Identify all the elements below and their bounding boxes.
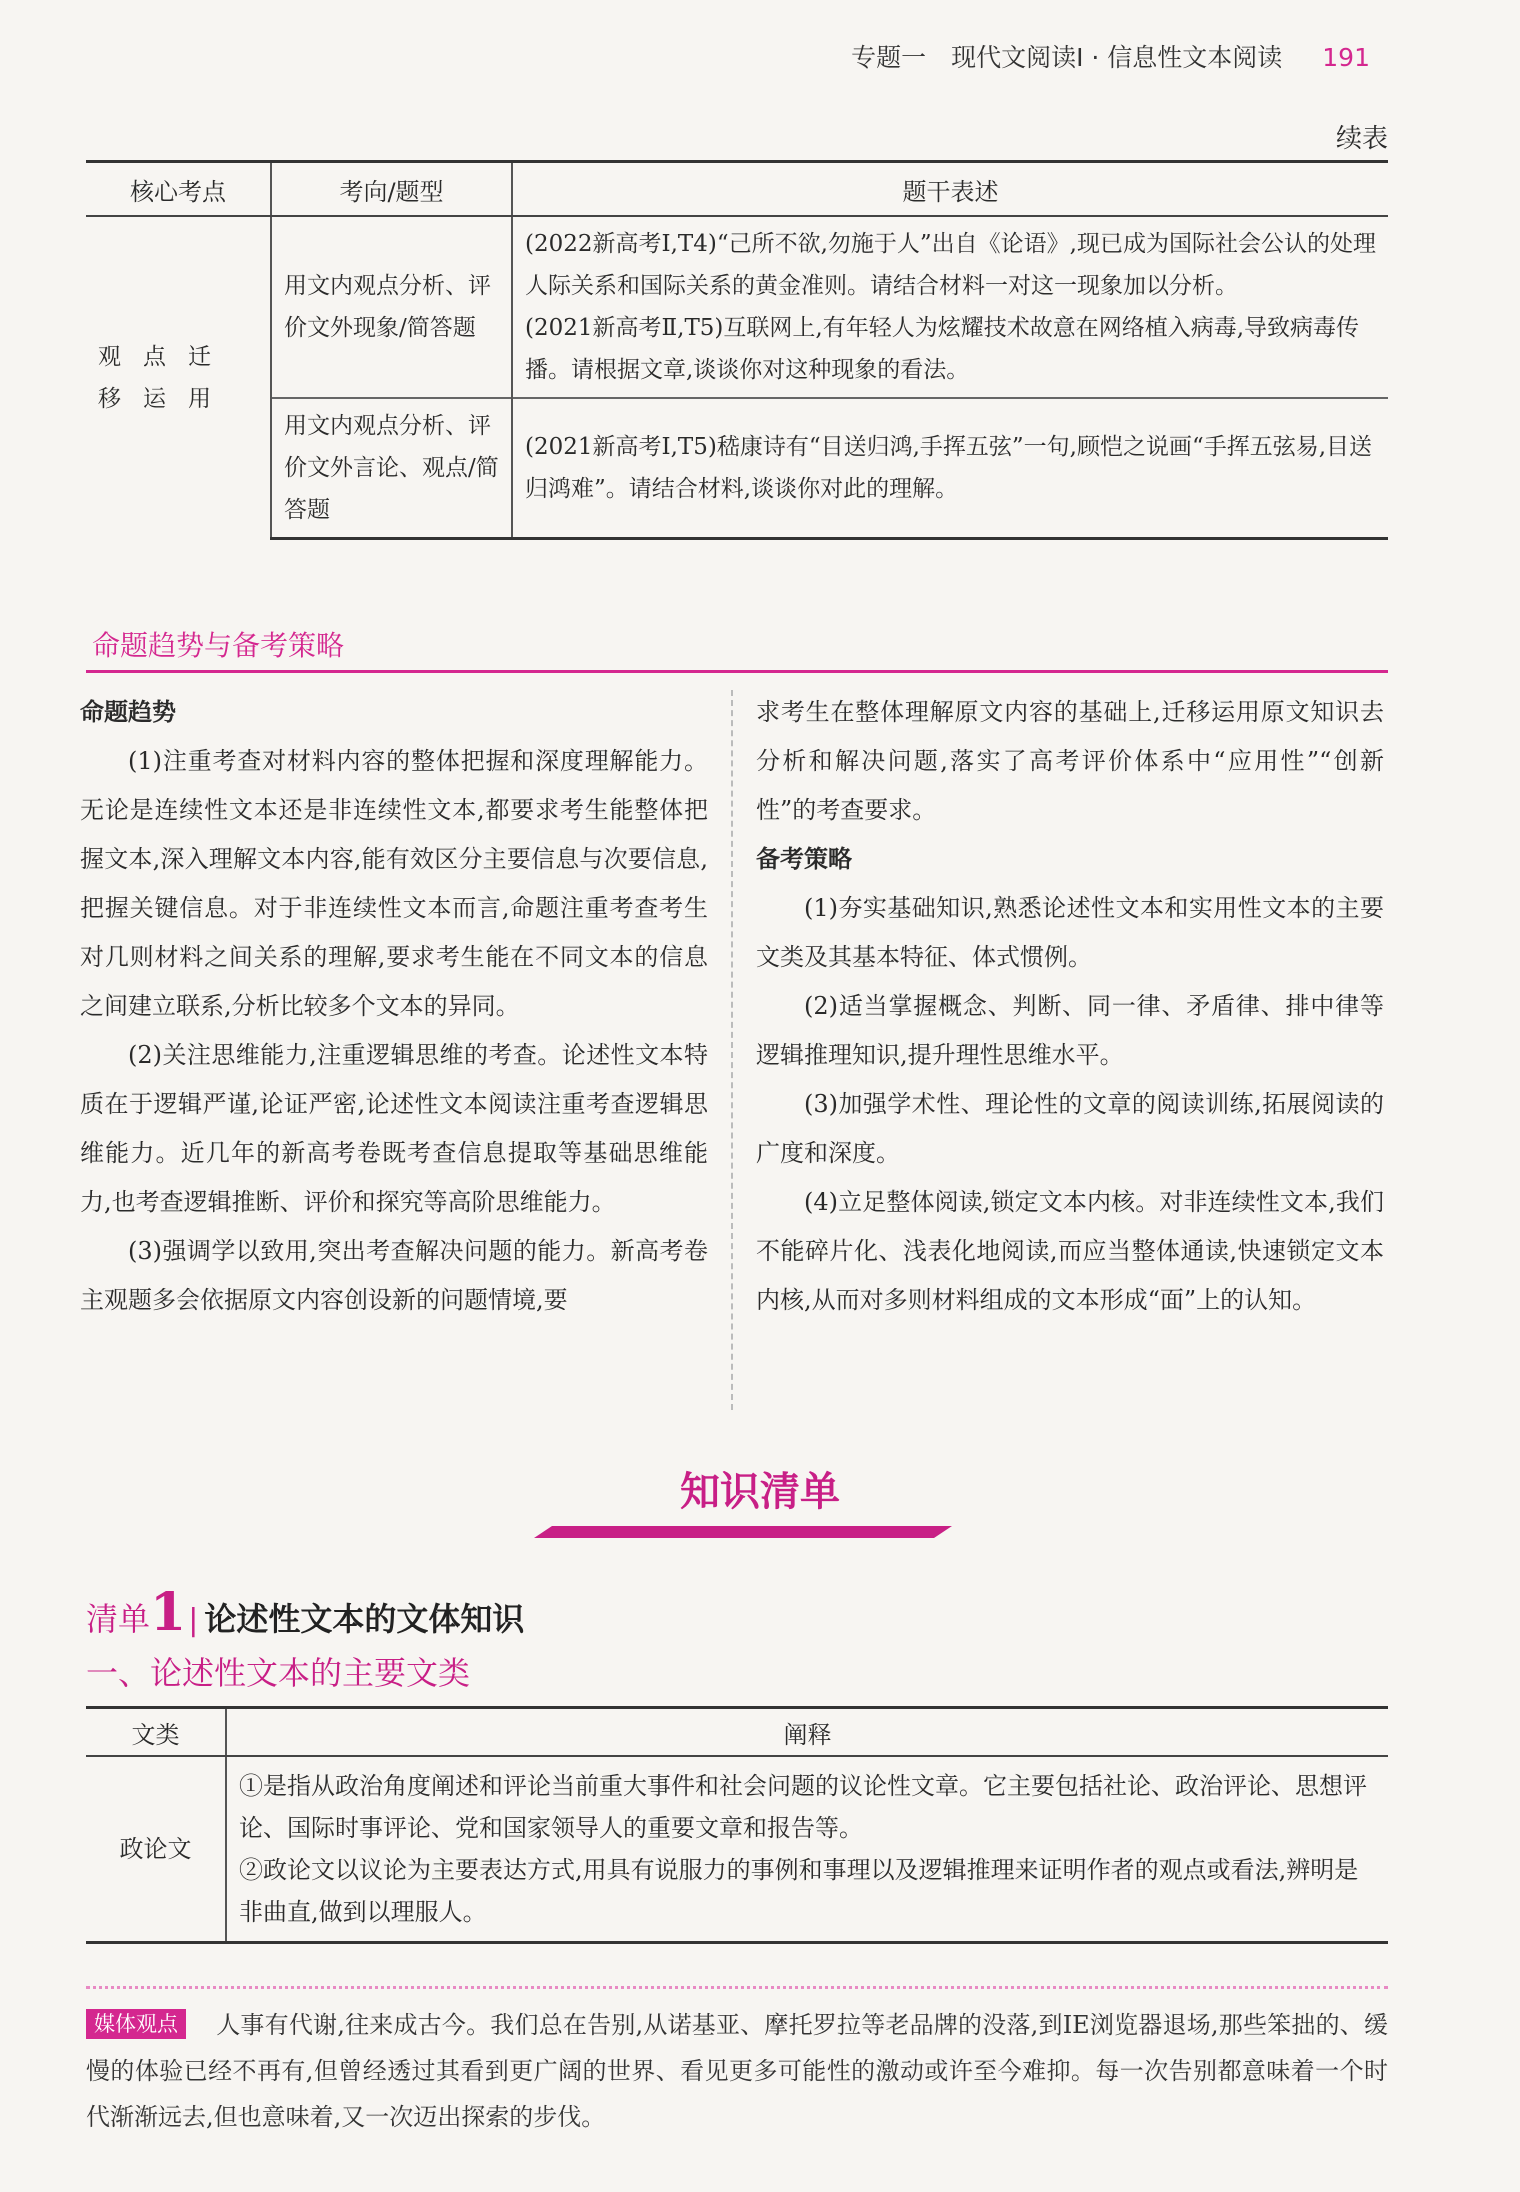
column-divider	[731, 690, 733, 1410]
strategy-paragraph: (3)加强学术性、理论性的文章的阅读训练,拓展阅读的广度和深度。	[756, 1090, 1384, 1167]
left-column	[80, 688, 708, 1325]
list-title: 论述性文本的文体知识	[204, 1600, 525, 1638]
knowledge-list-title: 知识清单	[680, 1469, 840, 1515]
media-viewpoint-box	[86, 2002, 1388, 2140]
right-column	[756, 688, 1384, 1325]
media-divider	[86, 1986, 1388, 1989]
strategy-paragraph: (4)立足整体阅读,锁定文本内核。对非连续性文本,我们不能碎片化、浅表化地阅读,而应当整体通读,快速锁定文本内核,从而对多则材料组成的文本形成“面”上的认知。	[756, 1188, 1384, 1314]
trend-paragraph: (3)强调学以致用,突出考查解决问题的能力。新高考卷主观题多会依据原文内容创设新的问题情境,要	[80, 1237, 708, 1314]
subheading: 一、论述性文本的主要文类	[86, 1654, 471, 1692]
table-header: 考向/题型	[271, 162, 512, 217]
table-header: 核心考点	[86, 162, 271, 217]
strategy-paragraph: (2)适当掌握概念、判断、同一律、矛盾律、排中律等逻辑推理知识,提升理性思维水平。	[756, 992, 1384, 1069]
list-tag: 清单	[86, 1600, 151, 1638]
question-type-cell: 用文内观点分析、评价文外现象/简答题	[271, 216, 512, 398]
table-header: 文类	[86, 1708, 226, 1757]
explanation-item: ②政论文以议论为主要表达方式,用具有说服力的事例和事理以及逻辑推理来证明作者的观点或看法,辨明是非曲直,做到以理服人。	[239, 1856, 1359, 1926]
core-point-cell: 观点迁移运用	[86, 216, 271, 539]
list-number: 1	[150, 1582, 187, 1643]
media-text: 人事有代谢,往来成古今。我们总在告别,从诺基亚、摩托罗拉等老品牌的没落,到IE浏览器退场,那些笨拙的、缓慢的体验已经不再有,但曾经透过其看到更广阔的世界、看见更多可能性的激动或许至今难抑。每一次告别都意味着一个时代渐渐远去,但也意味着,又一次迈出探索的步伐。	[86, 2011, 1388, 2131]
question-stem: (2022新高考Ⅰ,T4)“己所不欲,勿施于人”出自《论语》,现已成为国际社会公认的处理人际关系和国际关系的黄金准则。请结合材料一对这一现象加以分析。	[525, 231, 1376, 299]
continued-label: 续表	[1335, 124, 1388, 154]
genre-table	[86, 1706, 1388, 1944]
list-separator: |	[188, 1603, 199, 1638]
strategy-heading: 备考策略	[756, 845, 852, 873]
question-stem: (2021新高考Ⅱ,T5)互联网上,有年轻人为炫耀技术故意在网络植入病毒,导致病毒传播。请根据文章,谈谈你对这种现象的看法。	[525, 315, 1360, 383]
trend-paragraph: (1)注重考查对材料内容的整体把握和深度理解能力。无论是连续性文本还是非连续性文本,都要求考生能整体把握文本,深入理解文本内容,能有效区分主要信息与次要信息,把握关键信息。对于非连续性文本而言,命题注重考查考生对几则材料之间关系的理解,要求考生能在不同文本的信息之间建立联系,分析比较多个文本的异同。	[80, 747, 708, 1020]
strategy-paragraph: (1)夯实基础知识,熟悉论述性文本和实用性文本的主要文类及其基本特征、体式惯例。	[756, 894, 1384, 971]
question-stem-cell	[512, 216, 1388, 398]
exam-points-table	[86, 160, 1388, 540]
explanation-cell	[226, 1756, 1388, 1943]
title-underline-bar	[552, 1526, 934, 1538]
list-heading	[86, 1582, 524, 1643]
running-title: 专题一 现代文阅读Ⅰ · 信息性文本阅读	[851, 43, 1283, 72]
explanation-item: ①是指从政治角度阐述和评论当前重大事件和社会问题的议论性文章。它主要包括社论、政治评论、思想评论、国际时事评论、党和国家领导人的重要文章和报告等。	[239, 1772, 1367, 1842]
trend-paragraph-continued: 求考生在整体理解原文内容的基础上,迁移运用原文知识去分析和解决问题,落实了高考评价体系中“应用性”“创新性”的考查要求。	[756, 698, 1384, 824]
media-badge: 媒体观点	[86, 2009, 186, 2039]
page-number: 191	[1322, 43, 1370, 72]
question-stem-cell	[512, 398, 1388, 539]
trend-paragraph: (2)关注思维能力,注重逻辑思维的考查。论述性文本特质在于逻辑严谨,论证严密,论述性文本阅读注重考查逻辑思维能力。近几年的新高考卷既考查信息提取等基础思维能力,也考查逻辑推断、评价和探究等高阶思维能力。	[80, 1041, 708, 1216]
section-heading-trend: 命题趋势与备考策略	[86, 622, 1388, 673]
question-type-cell: 用文内观点分析、评价文外言论、观点/简答题	[271, 398, 512, 539]
trend-heading: 命题趋势	[80, 698, 176, 726]
table-header: 题干表述	[512, 162, 1388, 217]
question-stem: (2021新高考Ⅰ,T5)嵇康诗有“目送归鸿,手挥五弦”一句,顾恺之说画“手挥五弦易,目送归鸿难”。请结合材料,谈谈你对此的理解。	[525, 434, 1373, 502]
table-header: 阐释	[226, 1708, 1388, 1757]
genre-cell: 政论文	[86, 1756, 226, 1943]
running-header	[0, 38, 1370, 74]
